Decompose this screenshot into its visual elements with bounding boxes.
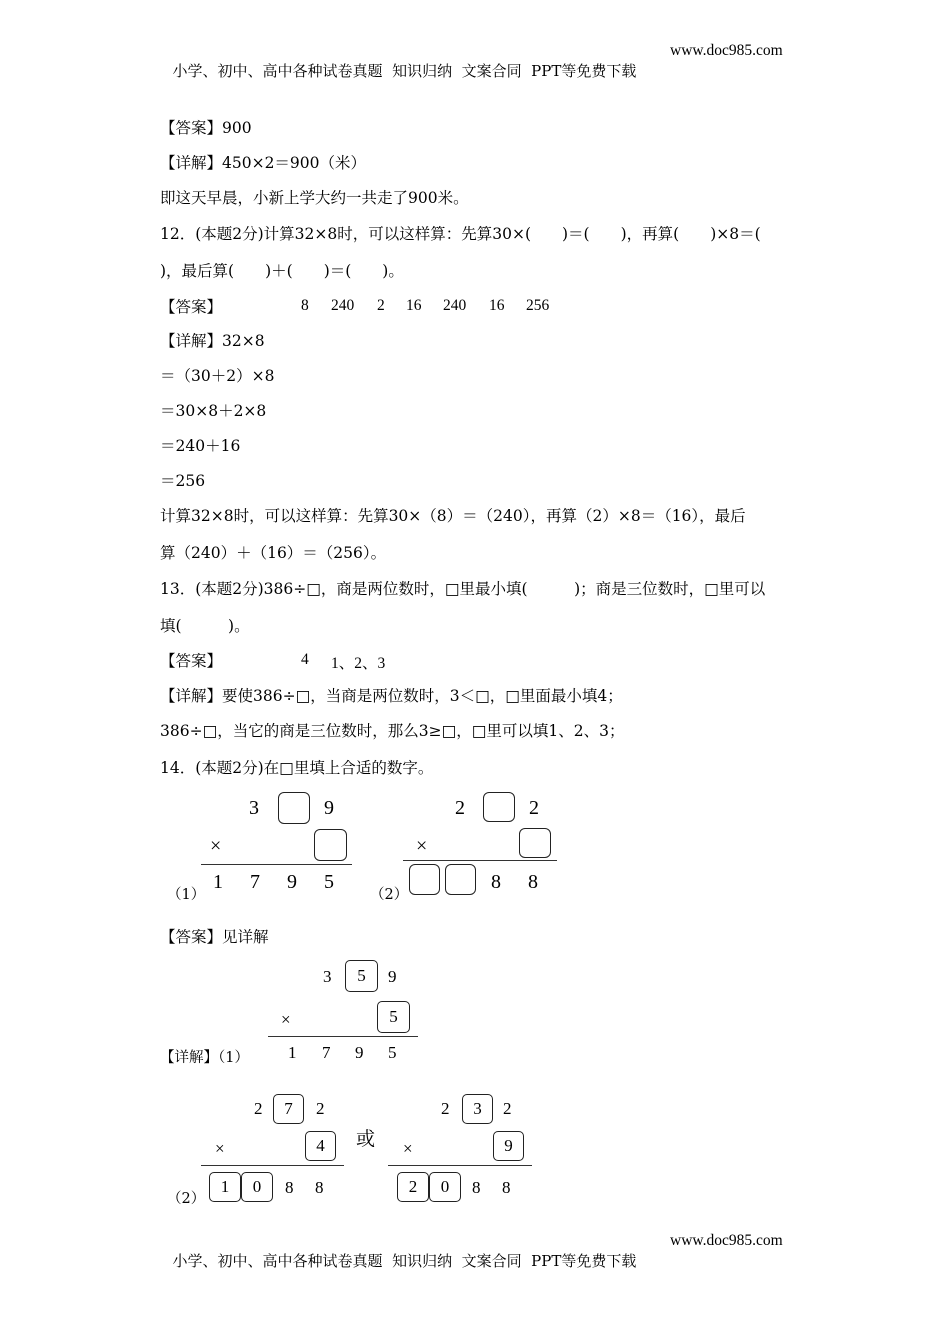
- sol1-top-1: 3: [323, 967, 332, 986]
- sol2b-filled-result-2: 0: [429, 1172, 461, 1202]
- sol1-result-4: 5: [388, 1043, 397, 1062]
- q11-detail-1: 【详解】450×2＝900（米）: [160, 154, 367, 172]
- sol1-times-sign: ×: [281, 1010, 291, 1029]
- q13-stem-2: 填( )。: [160, 617, 250, 635]
- q12-detail-7: 算（240）＋（16）＝（256）。: [160, 544, 387, 562]
- fig2-blank-multiplier[interactable]: [519, 828, 551, 858]
- sol2-label: （2）: [167, 1191, 206, 1207]
- fig2-blank-result-1[interactable]: [409, 864, 440, 895]
- fig1-top-digit-2: 9: [324, 797, 334, 819]
- fig1-result-1: 1: [213, 871, 223, 893]
- fig1-blank-multiplier[interactable]: [314, 829, 347, 861]
- sol1-result-3: 9: [355, 1043, 364, 1062]
- fig2-label: （2）: [370, 887, 409, 903]
- sol2b-filled-result-1: 2: [397, 1172, 429, 1202]
- fig2-result-3: 8: [491, 871, 501, 893]
- sol2a-rule: [201, 1165, 344, 1166]
- q12-detail-6: 计算32×8时，可以这样算：先算30×（8）＝（240），再算（2）×8＝（16），最后: [160, 507, 746, 525]
- header-text: 小学、初中、高中各种试卷真题 知识归纳 文案合同 PPT等免费下载: [172, 62, 637, 80]
- sol2a-times-sign: ×: [215, 1139, 225, 1158]
- q12-detail-3: ＝30×8＋2×8: [160, 402, 267, 420]
- sol2a-filled-result-2: 0: [241, 1172, 273, 1202]
- q12-stem-2: )，最后算( )＋( )＝( )。: [160, 262, 404, 280]
- fig2-rule: [403, 860, 557, 861]
- q13-detail-2: 386÷□，当它的商是三位数时，那么3≥□，□里可以填1、2、3；: [160, 722, 625, 740]
- fig2-result-4: 8: [528, 871, 538, 893]
- sol2b-result-4: 8: [502, 1178, 511, 1197]
- page-footer: [163, 1232, 783, 1289]
- q13-answer-label: 【答案】: [160, 652, 223, 670]
- sol1-filled-top: 5: [345, 960, 378, 992]
- q13-answer-2: 1、2、3: [331, 655, 386, 672]
- fig2-blank-top[interactable]: [483, 792, 515, 822]
- fig1-label: （1）: [167, 887, 206, 903]
- q12-answer-4: 16: [406, 297, 422, 314]
- footer-site: www.doc985.com: [670, 1232, 783, 1249]
- q12-answer-5: 240: [443, 297, 467, 314]
- q12-detail-4: ＝240＋16: [160, 437, 241, 455]
- fig2-top-digit-1: 2: [455, 797, 465, 819]
- sol2a-result-4: 8: [315, 1178, 324, 1197]
- sol2b-filled-multiplier: 9: [493, 1131, 524, 1161]
- sol2a-filled-result-1: 1: [209, 1172, 241, 1202]
- fig2-times-sign: ×: [416, 835, 428, 857]
- sol2b-result-3: 8: [472, 1178, 481, 1197]
- q12-answer-6: 16: [489, 297, 505, 314]
- fig2-blank-result-2[interactable]: [445, 864, 476, 895]
- q12-answer-2: 240: [331, 297, 355, 314]
- sol2b-rule: [388, 1165, 532, 1166]
- q14-stem: 14．(本题2分)在□里填上合适的数字。: [160, 759, 434, 777]
- sol1-result-1: 1: [288, 1043, 297, 1062]
- sol2a-filled-top: 7: [273, 1094, 304, 1124]
- or-separator: 或: [356, 1128, 376, 1150]
- q12-answer-1: 8: [301, 297, 309, 314]
- fig1-result-3: 9: [287, 871, 297, 893]
- sol1-result-2: 7: [322, 1043, 331, 1062]
- sol2a-top-3: 2: [316, 1099, 325, 1118]
- fig1-result-4: 5: [324, 871, 334, 893]
- sol1-rule: [268, 1036, 418, 1037]
- sol2b-filled-top: 3: [462, 1094, 493, 1124]
- q12-answer-label: 【答案】: [160, 298, 223, 316]
- fig1-top-digit-1: 3: [249, 797, 259, 819]
- fig1-result-2: 7: [250, 871, 260, 893]
- q12-answer-7: 256: [526, 297, 550, 314]
- q12-detail-5: ＝256: [160, 472, 206, 490]
- footer-text: 小学、初中、高中各种试卷真题 知识归纳 文案合同 PPT等免费下载: [172, 1252, 637, 1270]
- sol2b-top-3: 2: [503, 1099, 512, 1118]
- page-header: [163, 42, 783, 99]
- header-site: www.doc985.com: [670, 42, 783, 59]
- sol1-top-3: 9: [388, 967, 397, 986]
- q12-stem-1: 12．(本题2分)计算32×8时，可以这样算：先算30×( )＝( )，再算( )×8＝(: [160, 225, 761, 243]
- sol2b-times-sign: ×: [403, 1139, 413, 1158]
- q13-stem-1: 13．(本题2分)386÷□，商是两位数时，□里最小填( )；商是三位数时，□里可以: [160, 580, 766, 598]
- fig2-top-digit-2: 2: [529, 797, 539, 819]
- q13-answer-1: 4: [301, 651, 309, 668]
- q14-answer: 【答案】见详解: [160, 928, 269, 946]
- sol1-filled-multiplier: 5: [377, 1001, 410, 1033]
- sol2a-filled-multiplier: 4: [305, 1131, 336, 1161]
- q13-detail-1: 【详解】要使386÷□，当商是两位数时，3＜□，□里面最小填4；: [160, 687, 623, 705]
- q11-answer: 【答案】900: [160, 119, 252, 137]
- sol2a-result-3: 8: [285, 1178, 294, 1197]
- fig1-blank-top[interactable]: [278, 792, 310, 824]
- sol2b-top-1: 2: [441, 1099, 450, 1118]
- q12-detail-2: ＝（30＋2）×8: [160, 367, 275, 385]
- q12-detail-1: 【详解】32×8: [160, 332, 265, 350]
- fig1-rule: [201, 864, 352, 865]
- sol2a-top-1: 2: [254, 1099, 263, 1118]
- fig1-times-sign: ×: [210, 835, 222, 857]
- q11-detail-2: 即这天早晨，小新上学大约一共走了900米。: [160, 189, 469, 207]
- sol1-detail-label: 【详解】（1）: [160, 1050, 249, 1066]
- q12-answer-3: 2: [377, 297, 385, 314]
